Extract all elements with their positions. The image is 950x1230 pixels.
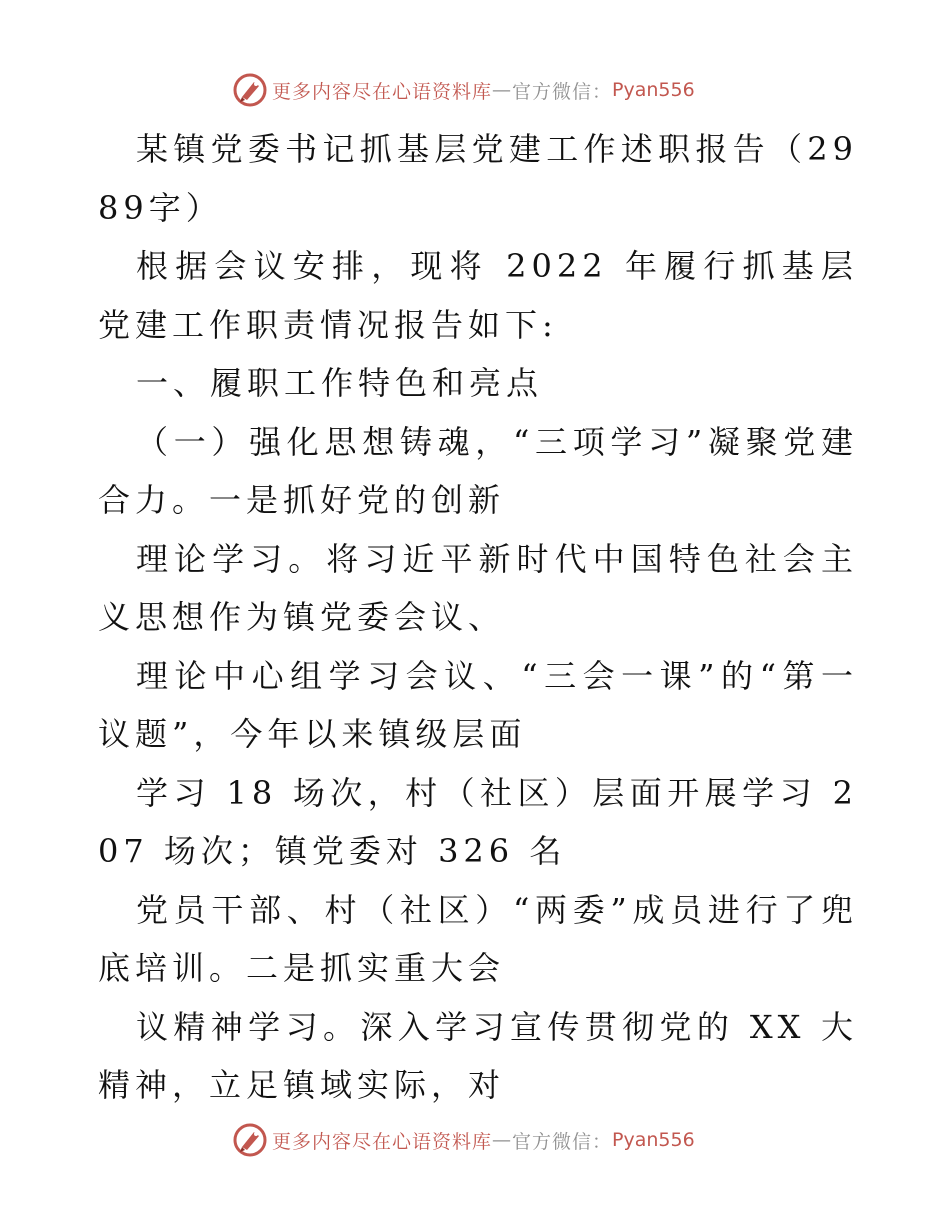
watermark-wechat-account: Pyan556 — [612, 79, 695, 101]
watermark-banner-top — [232, 70, 695, 110]
document-body — [98, 120, 858, 1115]
pen-logo-icon — [232, 72, 268, 108]
pen-logo-icon — [232, 1122, 268, 1158]
watermark-wechat-account: Pyan556 — [612, 1129, 695, 1151]
watermark-separator: — — [492, 79, 513, 101]
document-title: 某镇党委书记抓基层党建工作述职报告（2989字） — [98, 130, 858, 227]
watermark-banner-bottom — [232, 1120, 695, 1160]
watermark-wechat-label: 官方微信： — [512, 1130, 613, 1153]
body-paragraph: 理论学习。将习近平新时代中国特色社会主义思想作为镇党委会议、 — [98, 539, 858, 636]
body-paragraph: 议精神学习。深入学习宣传贯彻党的 XX 大精神，立足镇域实际，对 — [98, 1007, 858, 1104]
watermark-separator: — — [492, 1129, 513, 1151]
watermark-brand-text: 更多内容尽在心语资料库 — [272, 80, 493, 103]
body-paragraph: 学习 18 场次，村（社区）层面开展学习 207 场次；镇党委对 326 名 — [98, 773, 858, 870]
intro-paragraph: 根据会议安排，现将 2022 年履行抓基层党建工作职责情况报告如下: — [98, 247, 858, 344]
body-paragraph: 党员干部、村（社区）“两委”成员进行了兜底培训。二是抓实重大会 — [98, 890, 858, 987]
section-heading: 一、履职工作特色和亮点 — [136, 364, 544, 402]
body-paragraph: 理论中心组学习会议、“三会一课”的“第一议题”，今年以来镇级层面 — [98, 656, 858, 753]
watermark-brand-text: 更多内容尽在心语资料库 — [272, 1130, 493, 1153]
body-paragraph: （一）强化思想铸魂，“三项学习”凝聚党建合力。一是抓好党的创新 — [98, 422, 858, 519]
watermark-wechat-label: 官方微信： — [512, 80, 613, 103]
